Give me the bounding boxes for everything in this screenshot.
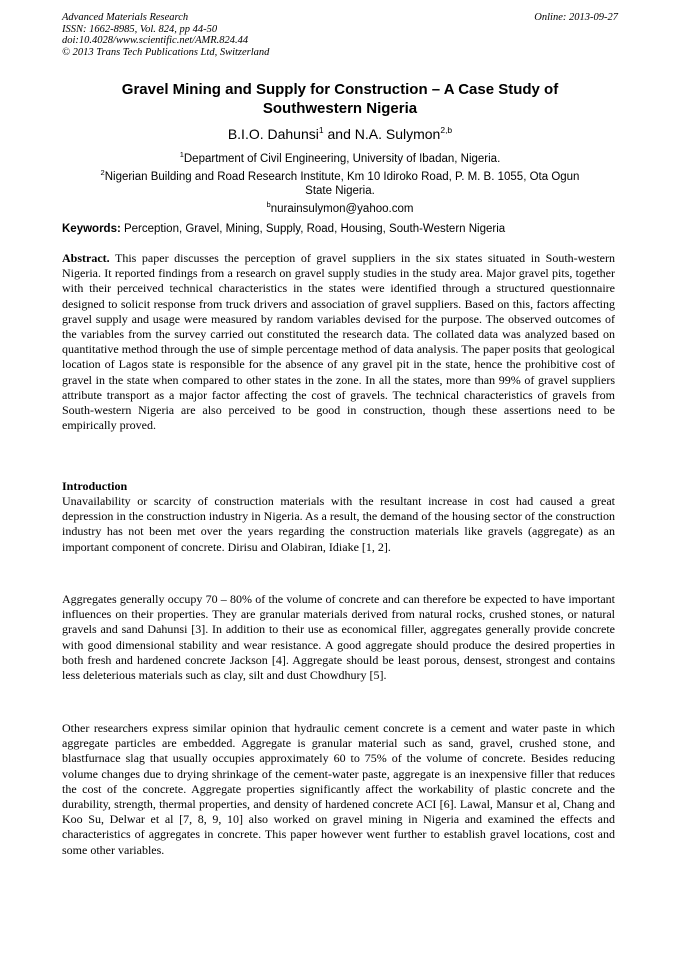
affiliations — [62, 148, 618, 216]
intro-paragraph-1: Unavailability or scarcity of construction materials with the resultant increase in cost had caused a great depression in the construction industry in Nigeria. As a result, the demand of the housing sector of the construction industry has not been met over the years regarding the construction materials like gravels (aggregate) as an important component of concrete. Dirisu and Olabiran, Idiake [1, 2]. — [62, 494, 615, 554]
keywords-label: Keywords: — [62, 223, 121, 235]
affiliation-2-sup: 2 — [100, 168, 105, 177]
keywords-text: Perception, Gravel, Mining, Supply, Road, Housing, South-Western Nigeria — [120, 223, 506, 235]
journal-name: Advanced Materials Research — [62, 12, 189, 23]
email — [62, 198, 618, 216]
author-list — [62, 121, 618, 143]
affiliation-2-cont: State Nigeria. — [305, 185, 375, 197]
intro-paragraph-2: Aggregates generally occupy 70 – 80% of the volume of concrete and can therefore be expected to have important influences on their properties. They are granular materials derived from natural rocks, crushed stones, or natural gravels and sand Dahunsi [3]. In addition to their use as economical filler, aggregates generally provide concrete with good dimensional stability and wear resistance. A good aggregate should produce the desired properties in both fresh and hardened concrete Jackson [4]. Aggregate should be least porous, densest, strongest and contains less deleterious materials such as clay, silt and dust Chowdhury [5]. — [62, 592, 615, 683]
keywords — [62, 222, 618, 236]
journal-header — [62, 12, 618, 58]
affiliation-1-sup: 1 — [179, 150, 184, 159]
author-1-sup: 1 — [318, 125, 324, 135]
doi-line: doi:10.4028/www.scientific.net/AMR.824.44 — [62, 35, 249, 46]
author-conjunction: and — [323, 126, 355, 142]
title-line-1: Gravel Mining and Supply for Construction – A Case Study of — [121, 81, 559, 98]
intro-paragraph-3: Other researchers express similar opinion that hydraulic cement concrete is a cement and water paste in which aggregate particles are embedded. Aggregate is granular material such as sand, gravel, crushed stone, and blastfurnace slag that usually occupies approximately 60 to 75% of the volume of concrete. Besides reducing volume changes due to drying shrinkage of the cement-water paste, aggregate is an inexpensive filler that reduces the cost of the concrete. Aggregate properties significantly affect the workability of plastic concrete and the durability, strength, thermal properties, and density of hardened concrete ACI [6]. Lawal, Mansur et al, Chang and Koo Su, Delwar et al [7, 8, 9, 10] also worked on gravel mining in Nigeria and examined the effects and characteristics of aggregates in concrete. This paper however went further to establish gravel locations, cost and some other variables. — [62, 721, 615, 857]
paper-title — [62, 80, 618, 118]
title-line-2: Southwestern Nigeria — [262, 100, 418, 117]
introduction-heading: Introduction — [62, 479, 128, 493]
author-2: N.A. Sulymon — [354, 126, 441, 142]
abstract-label: Abstract. — [62, 251, 110, 265]
abstract-text: This paper discusses the perception of gravel suppliers in the six states situated in South-western Nigeria. It reported findings from a research on gravel supply studies in the study area. Major gravel pits, together with their perceived technical characteristics in the states were identified through a structured questionnaire designed to solicit response from truck drivers and association of gravel suppliers. Based on this, factors affecting gravel supply and usage were measured by random variables devised for the purpose. The observed outcomes of the variables from the survey carried out constituted the research data. The collated data was analyzed based on quantitative method through the use of simple percentage method of data analysis. The paper posits that geological location of Lagos state is responsible for the absence of any gravel pit in the state, hence the prohibitive cost of gravel in the state when compared to other states in the zone. In all the states, more than 99% of gravel suppliers attribute transport as a major factor affecting the cost of gravels. The technical characteristics of gravels from South-western Nigeria are also perceived to be good in construction, though these assertions need to be empirically proved. — [62, 251, 615, 433]
affiliation-2 — [62, 166, 618, 184]
author-2-sup: 2,b — [440, 125, 453, 135]
online-date: Online: 2013-09-27 — [534, 12, 618, 23]
copyright-line: © 2013 Trans Tech Publications Ltd, Switzerland — [62, 46, 270, 58]
issn-line: ISSN: 1662-8985, Vol. 824, pp 44-50 — [62, 23, 218, 35]
affiliation-1-text: Department of Civil Engineering, University of Ibadan, Nigeria. — [183, 153, 501, 165]
affiliation-1 — [62, 148, 618, 166]
email-sup: b — [266, 200, 271, 209]
abstract — [62, 251, 615, 433]
email-address[interactable]: nurainsulymon@yahoo.com — [270, 203, 414, 215]
author-1: B.I.O. Dahunsi — [227, 126, 319, 142]
affiliation-2-text: Nigerian Building and Road Research Institute, Km 10 Idiroko Road, P. M. B. 1055, Ota Ogun — [104, 171, 580, 183]
